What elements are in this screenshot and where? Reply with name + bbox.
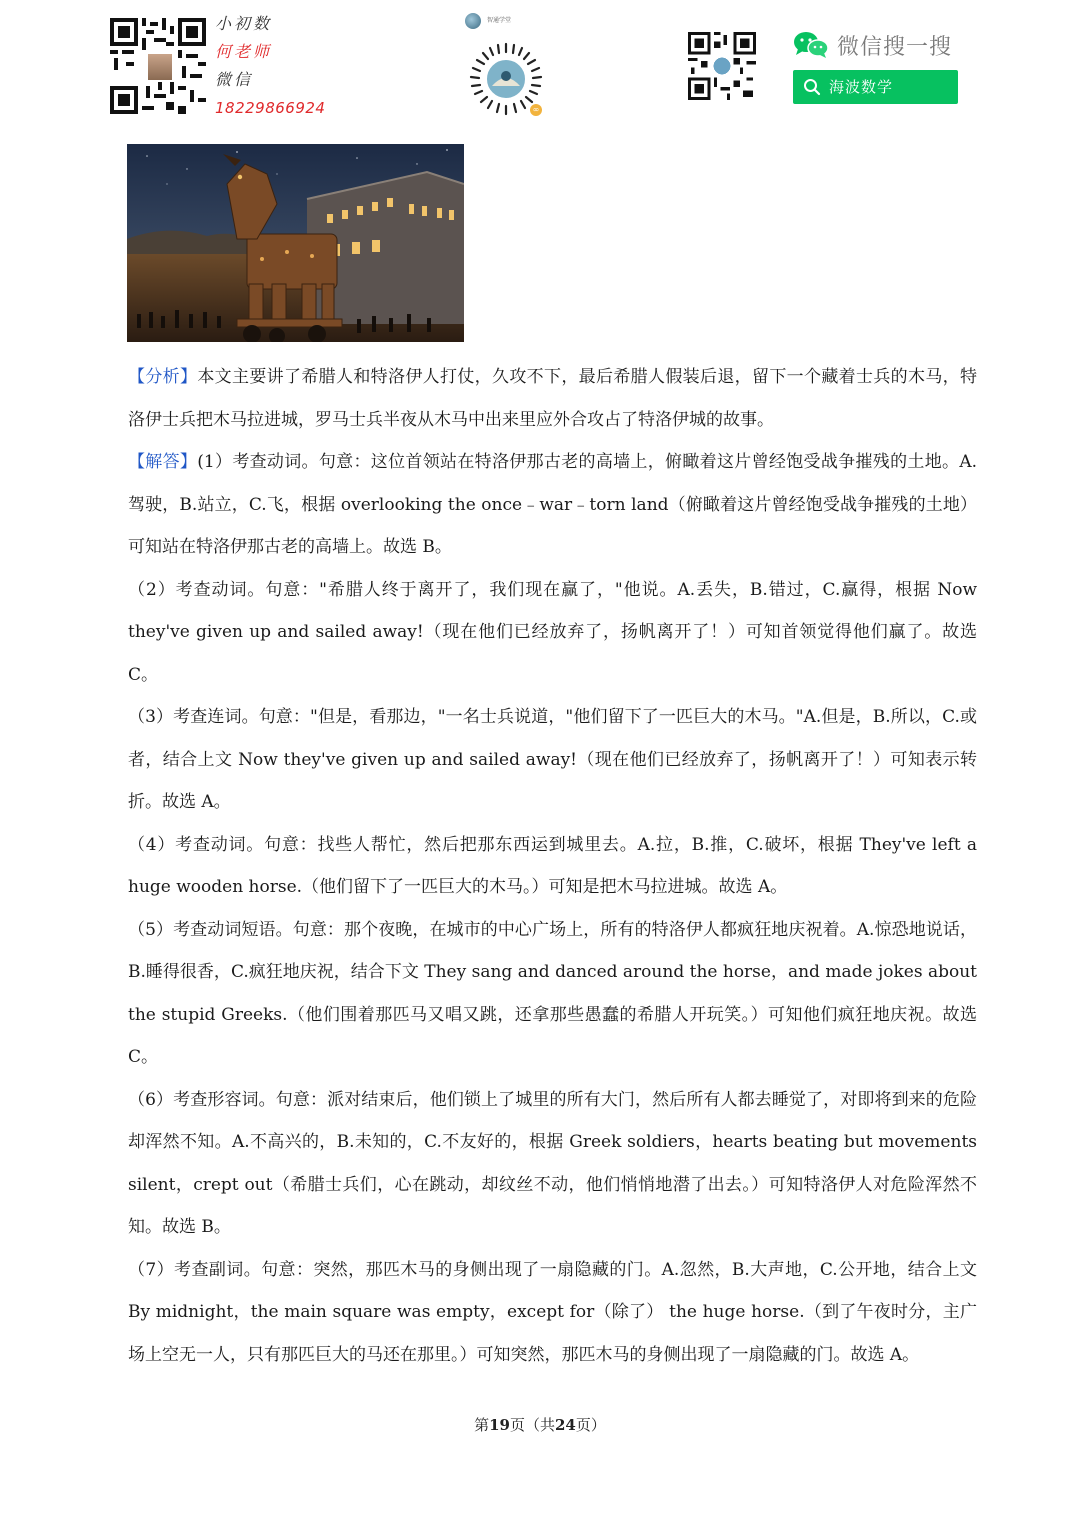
answer-item-7: （7）考查副词。句意：突然，那匹木马的身侧出现了一扇隐藏的门。A.忽然，B.大声地，C.公开地，结合上文 By midnight，the main square was empty，except for（除了） the huge horse.（到了午夜时分，主广场上空无一人，只有那匹巨大的马还在那里。）可知突然，那匹木马的身侧出现了一扇隐藏的门。故选 A。 [128, 1259, 977, 1365]
contact-line-wechat: 微信 [215, 70, 254, 89]
answer-item-4: （4）考查动词。句意：找些人帮忙，然后把那东西运到城里去。A.拉，B.推，C.破坏，根据 They've left a huge wooden horse.（他们留下了一匹巨大的木马。）可知是把木马拉进城。故选 A。 [128, 834, 977, 897]
wechat-logo-icon [793, 30, 829, 60]
answer-item-3: （3）考查连词。句意："但是，看那边，"一名士兵说道，"他们留下了一匹巨大的木马。"A.但是，B.所以，C.或者，结合上文 Now they've given up and sailed away!（现在他们已经放弃了，扬帆离开了！）可知表示转折。故选 A。 [128, 707, 977, 812]
footer-middle: 页（共 [509, 1416, 555, 1434]
mini-program-code[interactable] [460, 10, 550, 122]
mini-program-header [465, 13, 545, 31]
trojan-horse-illustration [127, 144, 464, 342]
footer-prefix: 第 [474, 1416, 490, 1434]
wechat-search-widget[interactable] [793, 28, 963, 108]
footer-suffix: 页） [575, 1416, 606, 1434]
analysis-text: 本文主要讲了希腊人和特洛伊人打仗，久攻不下，最后希腊人假装后退，留下一个藏着士兵的木马，特洛伊士兵把木马拉进城，罗马士兵半夜从木马中出来里应外合攻占了特洛伊城的故事。 [128, 367, 978, 430]
footer-total-pages: 24 [555, 1416, 576, 1434]
wechat-search-title: 微信搜一搜 [837, 35, 953, 60]
solution-content [128, 356, 977, 1376]
answer-paragraph-1 [128, 441, 977, 569]
contact-line-teacher: 何老师 [215, 42, 273, 61]
mini-program-badge-icon: ∞ [530, 104, 542, 116]
contact-info [215, 10, 355, 122]
page-header [0, 0, 1080, 130]
qr-code-icon[interactable] [688, 32, 756, 100]
wechat-search-button-label: 海波数学 [829, 78, 894, 96]
answer-item-5: （5）考查动词短语。句意：那个夜晚，在城市的中心广场上，所有的特洛伊人都疯狂地庆祝着。A.惊恐地说话，B.睡得很香，C.疯狂地庆祝，结合下文 They sang and danced around the horse，and made jokes about the stupid Greeks.（他们围着那匹马又唱又跳，还拿那些愚蠢的希腊人开玩笑。）可知他们疯狂地庆祝。故选 C。 [128, 919, 977, 1067]
mini-program-avatar [465, 13, 481, 29]
search-icon [803, 78, 821, 96]
wechat-search-button[interactable] [793, 70, 958, 104]
footer-page-number: 19 [489, 1416, 510, 1434]
analysis-tag: 【分析】 [128, 367, 198, 387]
mini-program-name: 智通学堂 [487, 17, 512, 24]
contact-line-subject: 小初数 [215, 14, 273, 33]
contact-line-phone[interactable]: 18229866924 [215, 99, 326, 117]
answer-tag: 【解答】 [128, 452, 198, 472]
analysis-paragraph [128, 356, 977, 441]
answer-item-1: (1）考查动词。句意：这位首领站在特洛伊那古老的高墙上，俯瞰着这片曾经饱受战争摧残的土地。A.驾驶，B.站立，C.飞，根据 overlooking the once﹣war﹣torn land（俯瞰着这片曾经饱受战争摧残的土地）可知站在特洛伊那古老的高墙上。故选 B。 [128, 452, 977, 557]
answer-item-6: （6）考查形容词。句意：派对结束后，他们锁上了城里的所有大门，然后所有人都去睡觉了，对即将到来的危险却浑然不知。A.不高兴的，B.未知的，C.不友好的，根据 Greek soldiers，hearts beating but movements silent，crept out（希腊士兵们，心在跳动，却纹丝不动，他们悄悄地潜了出去。）可知特洛伊人对危险浑然不知。故选 B。 [128, 1089, 977, 1237]
qr-code-icon[interactable] [110, 18, 206, 114]
answer-item-2: （2）考查动词。句意："希腊人终于离开了，我们现在赢了，"他说。A.丢失，B.错过，C.赢得，根据 Now they've given up and sailed away!（现在他们已经放弃了，扬帆离开了！）可知首领觉得他们赢了。故选 C。 [128, 579, 977, 685]
qr-avatar-photo [146, 52, 174, 82]
page-footer [0, 1414, 1080, 1435]
